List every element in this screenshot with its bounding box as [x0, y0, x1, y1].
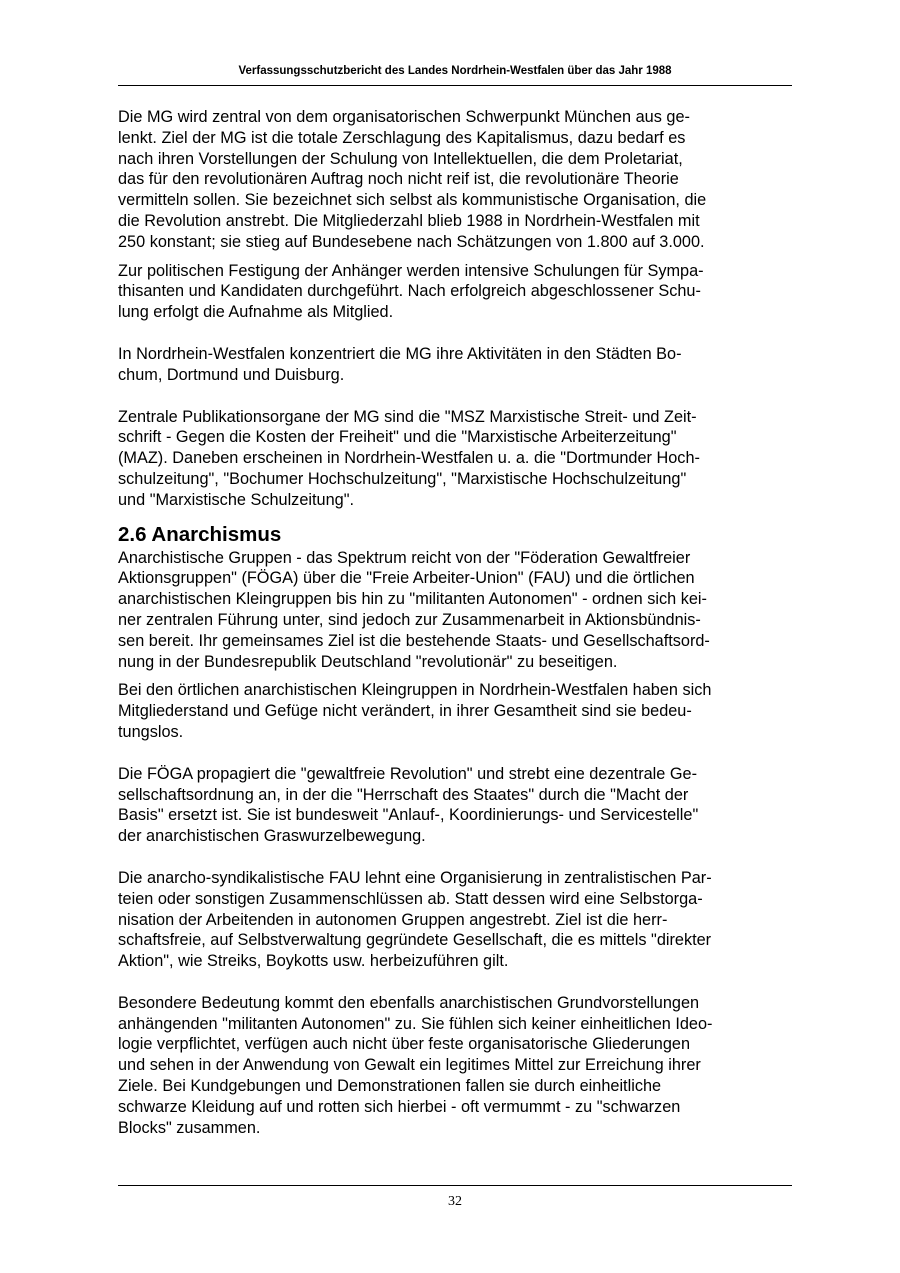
text-line: lung erfolgt die Aufnahme als Mitglied. — [118, 303, 394, 322]
text-line: Anarchistische Gruppen - das Spektrum reicht von der "Föderation Gewaltfreier — [118, 548, 691, 567]
paragraph-fau — [118, 868, 792, 972]
text-line: sen bereit. Ihr gemeinsames Ziel ist die bestehende Staats- und Gesellschaftsord- — [118, 631, 710, 650]
text-line: chum, Dortmund und Duisburg. — [118, 365, 345, 384]
text-line: schulzeitung", "Bochumer Hochschulzeitung", "Marxistische Hochschulzeitung" — [118, 469, 687, 488]
text-line: tungslos. — [118, 722, 184, 741]
paragraph-mg-leadership — [118, 107, 792, 253]
text-line: (MAZ). Daneben erscheinen in Nordrhein-Westfalen u. a. die "Dortmunder Hoch- — [118, 449, 700, 468]
text-line: lenkt. Ziel der MG ist die totale Zerschlagung des Kapitalismus, dazu bedarf es — [118, 128, 686, 147]
paragraph-foega — [118, 764, 792, 847]
text-line: In Nordrhein-Westfalen konzentriert die MG ihre Aktivitäten in den Städten Bo- — [118, 344, 682, 363]
text-line: Mitgliederstand und Gefüge nicht verändert, in ihrer Gesamtheit sind sie bedeu- — [118, 702, 692, 721]
text-line: logie verpflichtet, verfügen auch nicht über feste organisatorische Gliederungen — [118, 1035, 690, 1054]
header-divider — [118, 85, 792, 86]
text-line: Die FÖGA propagiert die "gewaltfreie Revolution" und strebt eine dezentrale Ge- — [118, 764, 698, 783]
text-line: schwarze Kleidung auf und rotten sich hierbei - oft vermummt - zu "schwarzen — [118, 1097, 681, 1116]
text-line: sellschaftsordnung an, in der die "Herrschaft des Staates" durch die "Macht der — [118, 785, 689, 804]
document-body — [118, 107, 792, 1138]
text-line: nach ihren Vorstellungen der Schulung von Intellektuellen, die dem Proletariat, — [118, 149, 683, 168]
text-line: und "Marxistische Schulzeitung". — [118, 490, 354, 509]
text-line: Blocks" zusammen. — [118, 1118, 261, 1137]
paragraph-mg-cities — [118, 344, 792, 386]
text-line: ner zentralen Führung unter, sind jedoch zur Zusammenarbeit in Aktionsbündnis- — [118, 610, 701, 629]
paragraph-anarchist-groups — [118, 548, 792, 673]
section-heading: 2.6 Anarchismus — [118, 522, 282, 546]
text-line: Die anarcho-syndikalistische FAU lehnt eine Organisierung in zentralistischen Par- — [118, 868, 712, 887]
text-line: Besondere Bedeutung kommt den ebenfalls anarchistischen Grundvorstellungen — [118, 993, 700, 1012]
text-line: und sehen in der Anwendung von Gewalt ein legitimes Mittel zur Erreichung ihrer — [118, 1056, 701, 1075]
text-line: Zur politischen Festigung der Anhänger werden intensive Schulungen für Sympa- — [118, 261, 704, 280]
text-line: 250 konstant; sie stieg auf Bundesebene nach Schätzungen von 1.800 auf 3.000. — [118, 232, 705, 251]
text-line: Zentrale Publikationsorgane der MG sind die "MSZ Marxistische Streit- und Zeit- — [118, 407, 697, 426]
text-line: schrift - Gegen die Kosten der Freiheit" und die "Marxistische Arbeiterzeitung" — [118, 428, 677, 447]
text-line: Bei den örtlichen anarchistischen Kleingruppen in Nordrhein-Westfalen haben sich — [118, 681, 712, 700]
text-line: teien oder sonstigen Zusammenschlüssen ab. Statt dessen wird eine Selbstorga- — [118, 889, 703, 908]
text-line: schaftsfreie, auf Selbstverwaltung gegründete Gesellschaft, die es mittels "direkter — [118, 931, 712, 950]
paragraph-mg-training — [118, 261, 792, 323]
text-line: Aktion", wie Streiks, Boykotts usw. herbeizuführen gilt. — [118, 952, 509, 971]
text-line: Aktionsgruppen" (FÖGA) über die "Freie Arbeiter-Union" (FAU) und die örtlichen — [118, 569, 695, 588]
text-line: nung in der Bundesrepublik Deutschland "revolutionär" zu beseitigen. — [118, 652, 618, 671]
text-line: nisation der Arbeitenden in autonomen Gruppen angestrebt. Ziel ist die herr- — [118, 910, 668, 929]
text-line: das für den revolutionären Auftrag noch nicht reif ist, die revolutionäre Theorie — [118, 170, 679, 189]
text-line: Die MG wird zentral von dem organisatorischen Schwerpunkt München aus ge- — [118, 108, 690, 126]
footer-divider — [118, 1185, 792, 1186]
paragraph-local-groups — [118, 680, 792, 742]
text-line: vermitteln sollen. Sie bezeichnet sich selbst als kommunistische Organisation, die — [118, 191, 707, 210]
paragraph-mg-publications — [118, 407, 792, 511]
page-number: 32 — [448, 1194, 462, 1209]
text-line: der anarchistischen Graswurzelbewegung. — [118, 827, 426, 846]
text-line: die Revolution anstrebt. Die Mitgliederzahl blieb 1988 in Nordrhein-Westfalen mit — [118, 211, 700, 230]
text-line: anhängenden "militanten Autonomen" zu. Sie fühlen sich keiner einheitlichen Ideo- — [118, 1014, 713, 1033]
page-header-title: Verfassungsschutzbericht des Landes Nordrhein-Westfalen über das Jahr 1988 — [238, 65, 672, 77]
text-line: thisanten und Kandidaten durchgeführt. Nach erfolgreich abgeschlossener Schu- — [118, 282, 701, 301]
text-line: anarchistischen Kleingruppen bis hin zu "militanten Autonomen" - ordnen sich kei- — [118, 590, 707, 609]
paragraph-militant-autonomists — [118, 993, 792, 1139]
text-line: Basis" ersetzt ist. Sie ist bundesweit "Anlauf-, Koordinierungs- und Servicestelle" — [118, 806, 699, 825]
text-line: Ziele. Bei Kundgebungen und Demonstrationen fallen sie durch einheitliche — [118, 1077, 662, 1096]
